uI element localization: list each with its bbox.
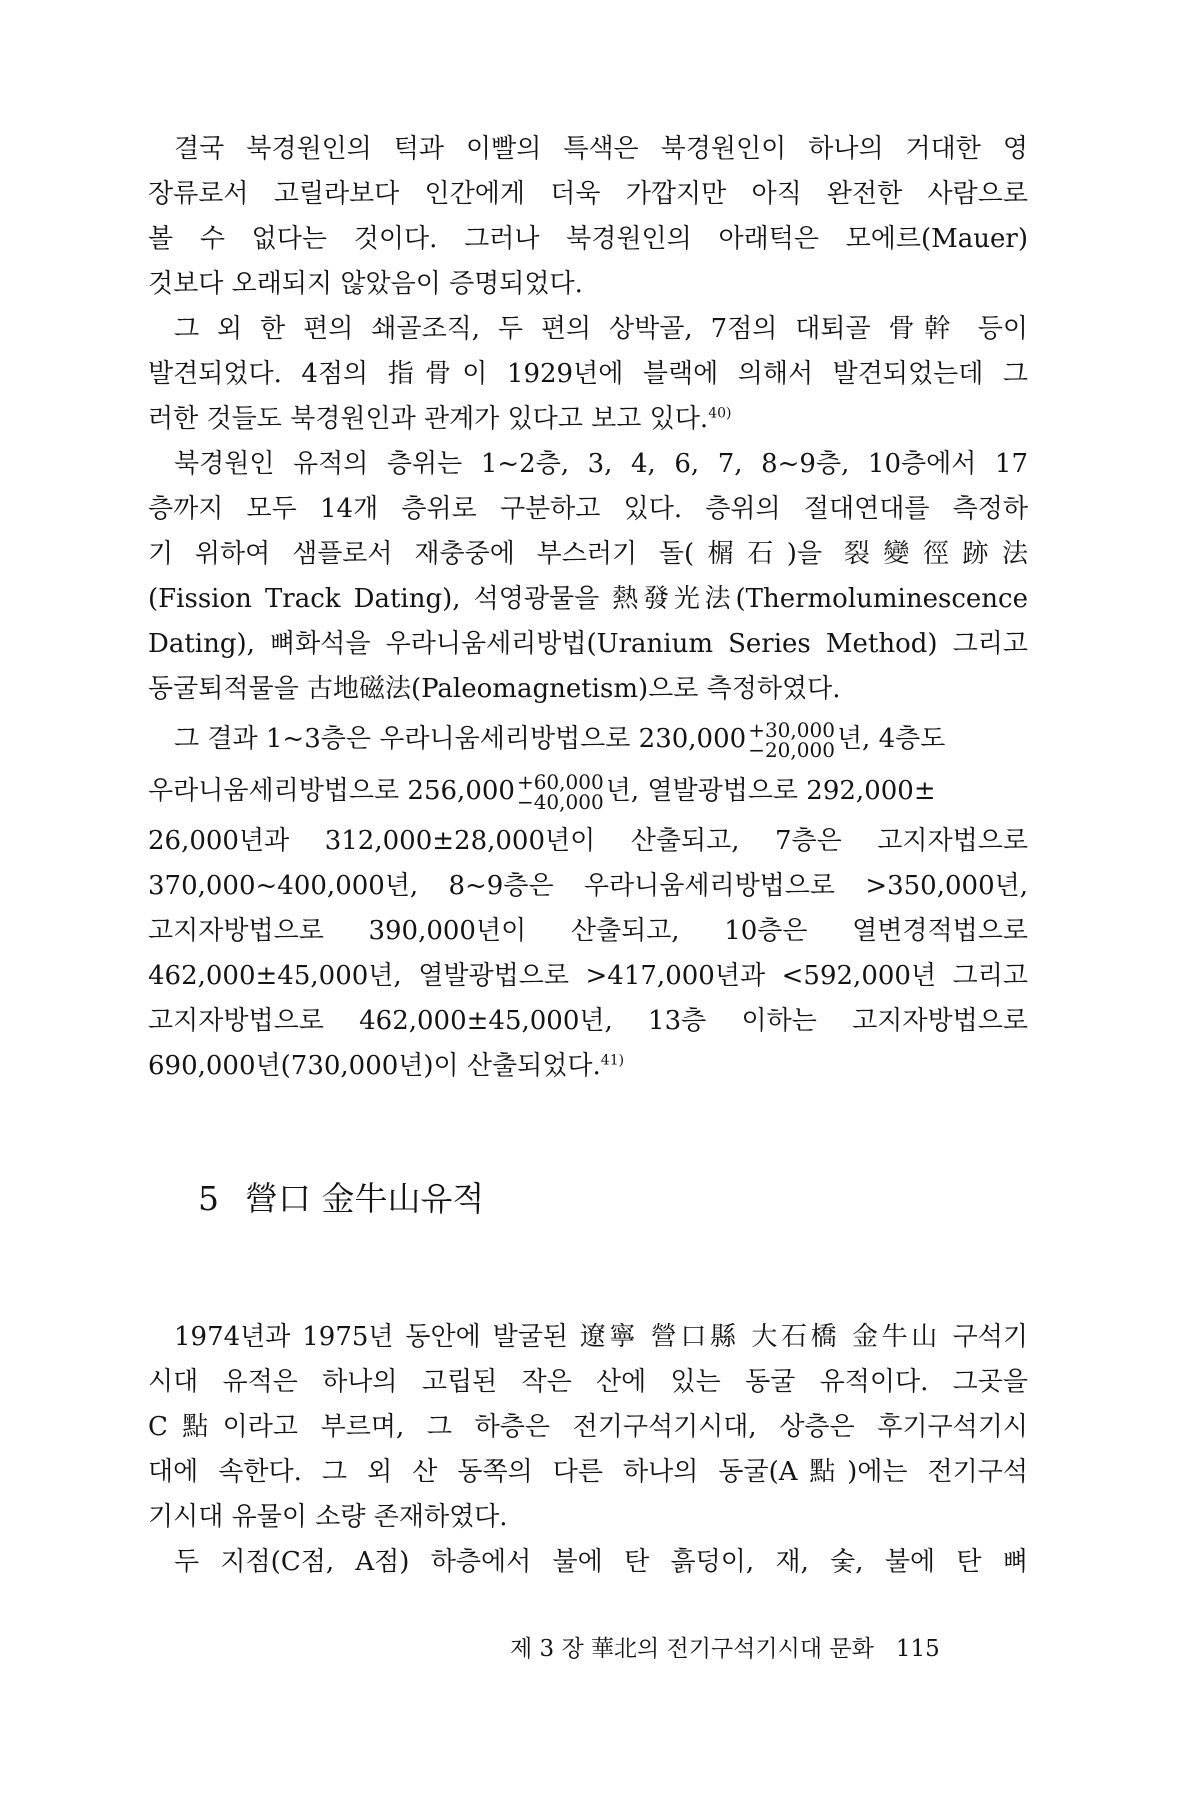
text-line: 두 지점(C점, A점) 하층에서 불에 탄 흙덩이, 재, 숯, 불에 탄 뼈 bbox=[174, 1547, 1028, 1577]
text-line: 370,000~400,000년, 8~9층은 우라니움세리방법으로 >350,000년, bbox=[148, 871, 1028, 901]
text-line: 북경원인 유적의 층위는 1~2층, 3, 4, 6, 7, 8~9층, 10층에서 17 bbox=[174, 449, 1028, 479]
text-line: 1974년과 1975년 동안에 발굴된 遼寧 營口縣 大石橋 金牛山 구석기 bbox=[174, 1322, 1028, 1352]
text-line: 장류로서 고릴라보다 인간에게 더욱 가깝지만 아직 완전한 사람으로 bbox=[148, 179, 1028, 209]
text-line bbox=[174, 720, 1028, 760]
text-line: 발견되었다. 4점의 指骨이 1929년에 블랙에 의해서 발견되었는데 그 bbox=[148, 359, 1028, 389]
text-line: 동굴퇴적물을 古地磁法(Paleomagnetism)으로 측정하였다. bbox=[148, 674, 841, 704]
text-line bbox=[148, 402, 1028, 436]
text-line: 26,000년과 312,000±28,000년이 산출되고, 7층은 고지자법으로 bbox=[148, 826, 1028, 856]
running-footer bbox=[510, 1634, 940, 1664]
text-line: 층까지 모두 14개 층위로 구분하고 있다. 층위의 절대연대를 측정하 bbox=[148, 494, 1028, 524]
range-fraction bbox=[748, 720, 835, 760]
chapter-title: 제 3 장 華北의 전기구석기시대 문화 bbox=[510, 1636, 874, 1662]
fraction-minus: −40,000 bbox=[516, 790, 604, 814]
text-line: 시대 유적은 하나의 고립된 작은 산에 있는 동굴 유적이다. 그곳을 bbox=[148, 1367, 1028, 1397]
text-line: 대에 속한다. 그 외 산 동쪽의 다른 하나의 동굴(A點)에는 전기구석 bbox=[148, 1457, 1028, 1487]
text-line-content: 우라니움세리방법으로 256,000 bbox=[148, 776, 515, 806]
text-line-content: 러한 것들도 북경원인과 관계가 있다고 보고 있다. bbox=[148, 404, 709, 434]
fraction-plus: +60,000 bbox=[516, 770, 604, 794]
text-line-content: 년, 열발광법으로 292,000± bbox=[605, 776, 936, 806]
footnote-ref: 40) bbox=[708, 405, 732, 422]
section-heading bbox=[198, 1178, 484, 1220]
text-line-content: 690,000년(730,000년)이 산출되었다. bbox=[148, 1051, 601, 1081]
footnote-ref: 41) bbox=[600, 1052, 625, 1069]
text-line: 462,000±45,000년, 열발광법으로 >417,000년과 <592,000년 그리고 bbox=[148, 961, 1028, 991]
section-number: 5 bbox=[198, 1179, 219, 1218]
text-line: Dating), 뼈화석을 우라니움세리방법(Uranium Series Method) 그리고 bbox=[148, 629, 1028, 659]
fraction-minus: −20,000 bbox=[748, 738, 835, 762]
text-line-content: 년, 4층도 bbox=[836, 724, 946, 754]
range-fraction bbox=[517, 772, 604, 812]
text-line: 기 위하여 샘플로서 재충중에 부스러기 돌(榍石)을 裂變徑跡法 bbox=[148, 539, 1028, 569]
text-line: 것보다 오래되지 않았음이 증명되었다. bbox=[148, 269, 583, 299]
text-line: 볼 수 없다는 것이다. 그러나 북경원인의 아래턱은 모에르(Mauer) bbox=[148, 224, 1028, 254]
text-line: 고지자방법으로 390,000년이 산출되고, 10층은 열변경적법으로 bbox=[148, 916, 1028, 946]
text-line: 그 외 한 편의 쇄골조직, 두 편의 상박골, 7점의 대퇴골 骨幹 등이 bbox=[174, 314, 1028, 344]
fraction-plus: +30,000 bbox=[748, 718, 835, 742]
text-line bbox=[148, 772, 1028, 812]
text-line: (Fission Track Dating), 석영광물을 熱發光法(Thermoluminescence bbox=[148, 584, 1028, 614]
text-line-content: 그 결과 1~3층은 우라니움세리방법으로 230,000 bbox=[174, 724, 747, 754]
text-line bbox=[148, 1049, 1028, 1083]
text-line: 기시대 유물이 소량 존재하였다. bbox=[148, 1502, 508, 1532]
page-number: 115 bbox=[895, 1636, 940, 1662]
text-line: 고지자방법으로 462,000±45,000년, 13층 이하는 고지자방법으로 bbox=[148, 1006, 1028, 1036]
text-line: C點이라고 부르며, 그 하층은 전기구석기시대, 상층은 후기구석기시 bbox=[148, 1412, 1028, 1442]
text-line: 결국 북경원인의 턱과 이빨의 특색은 북경원인이 하나의 거대한 영 bbox=[174, 134, 1028, 164]
section-title: 營口 金牛山유적 bbox=[245, 1179, 485, 1218]
